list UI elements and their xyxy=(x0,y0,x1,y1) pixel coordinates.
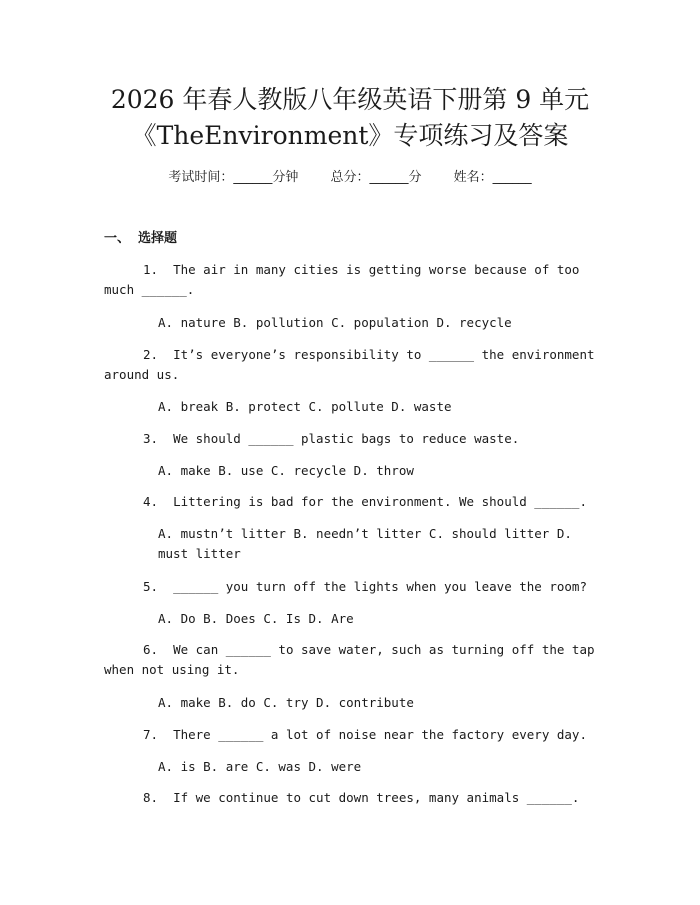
question-text: The air in many cities is getting worse because of too much ______. xyxy=(104,262,580,297)
question-5 xyxy=(104,577,600,597)
question-7 xyxy=(104,725,600,745)
question-2 xyxy=(104,345,600,385)
question-text: We should ______ plastic bags to reduce waste. xyxy=(173,431,520,446)
question-8 xyxy=(104,788,600,808)
question-1 xyxy=(104,260,600,300)
question-number: 1. xyxy=(142,262,158,277)
section-label: 选择题 xyxy=(138,231,178,246)
question-number: 3. xyxy=(142,431,158,446)
question-2-options: A. break B. protect C. pollute D. waste xyxy=(158,399,452,414)
question-6 xyxy=(104,640,600,680)
question-number: 7. xyxy=(142,727,158,742)
question-7-options: A. is B. are C. was D. were xyxy=(158,759,362,774)
question-3 xyxy=(104,429,600,449)
question-text: ______ you turn off the lights when you leave the room? xyxy=(173,579,587,594)
document-title-line-2: 《TheEnvironment》专项练习及答案 xyxy=(131,121,569,150)
question-number: 2. xyxy=(142,347,158,362)
question-4 xyxy=(104,492,600,512)
question-5-options: A. Do B. Does C. Is D. Are xyxy=(158,611,354,626)
question-number: 5. xyxy=(142,579,158,594)
student-name-field: 姓名：______ xyxy=(453,170,532,185)
question-text: There ______ a lot of noise near the factory every day. xyxy=(173,727,587,742)
question-6-options: A. make B. do C. try D. contribute xyxy=(158,695,414,710)
question-1-options: A. nature B. pollution C. population D. recycle xyxy=(158,315,512,330)
question-text: If we continue to cut down trees, many animals ______. xyxy=(173,790,580,805)
question-text: We can ______ to save water, such as turning off the tap when not using it. xyxy=(104,642,595,677)
total-score-field: 总分：______分 xyxy=(330,170,422,185)
question-number: 4. xyxy=(142,494,158,509)
question-3-options: A. make B. use C. recycle D. throw xyxy=(158,463,414,478)
exam-time-field: 考试时间：______分钟 xyxy=(168,170,299,185)
question-text: Littering is bad for the environment. We should ______. xyxy=(173,494,587,509)
exam-info xyxy=(0,168,700,188)
document-title-line-1: 2026 年春人教版八年级英语下册第 9 单元 xyxy=(110,85,590,114)
section-heading xyxy=(104,229,177,249)
question-number: 6. xyxy=(142,642,158,657)
question-text: It’s everyone’s responsibility to ______ the environment around us. xyxy=(104,347,595,382)
question-number: 8. xyxy=(142,790,158,805)
section-number: 一、 xyxy=(104,231,131,246)
question-4-options: A. mustn’t litter B. needn’t litter C. should litter D. must litter xyxy=(158,526,572,561)
